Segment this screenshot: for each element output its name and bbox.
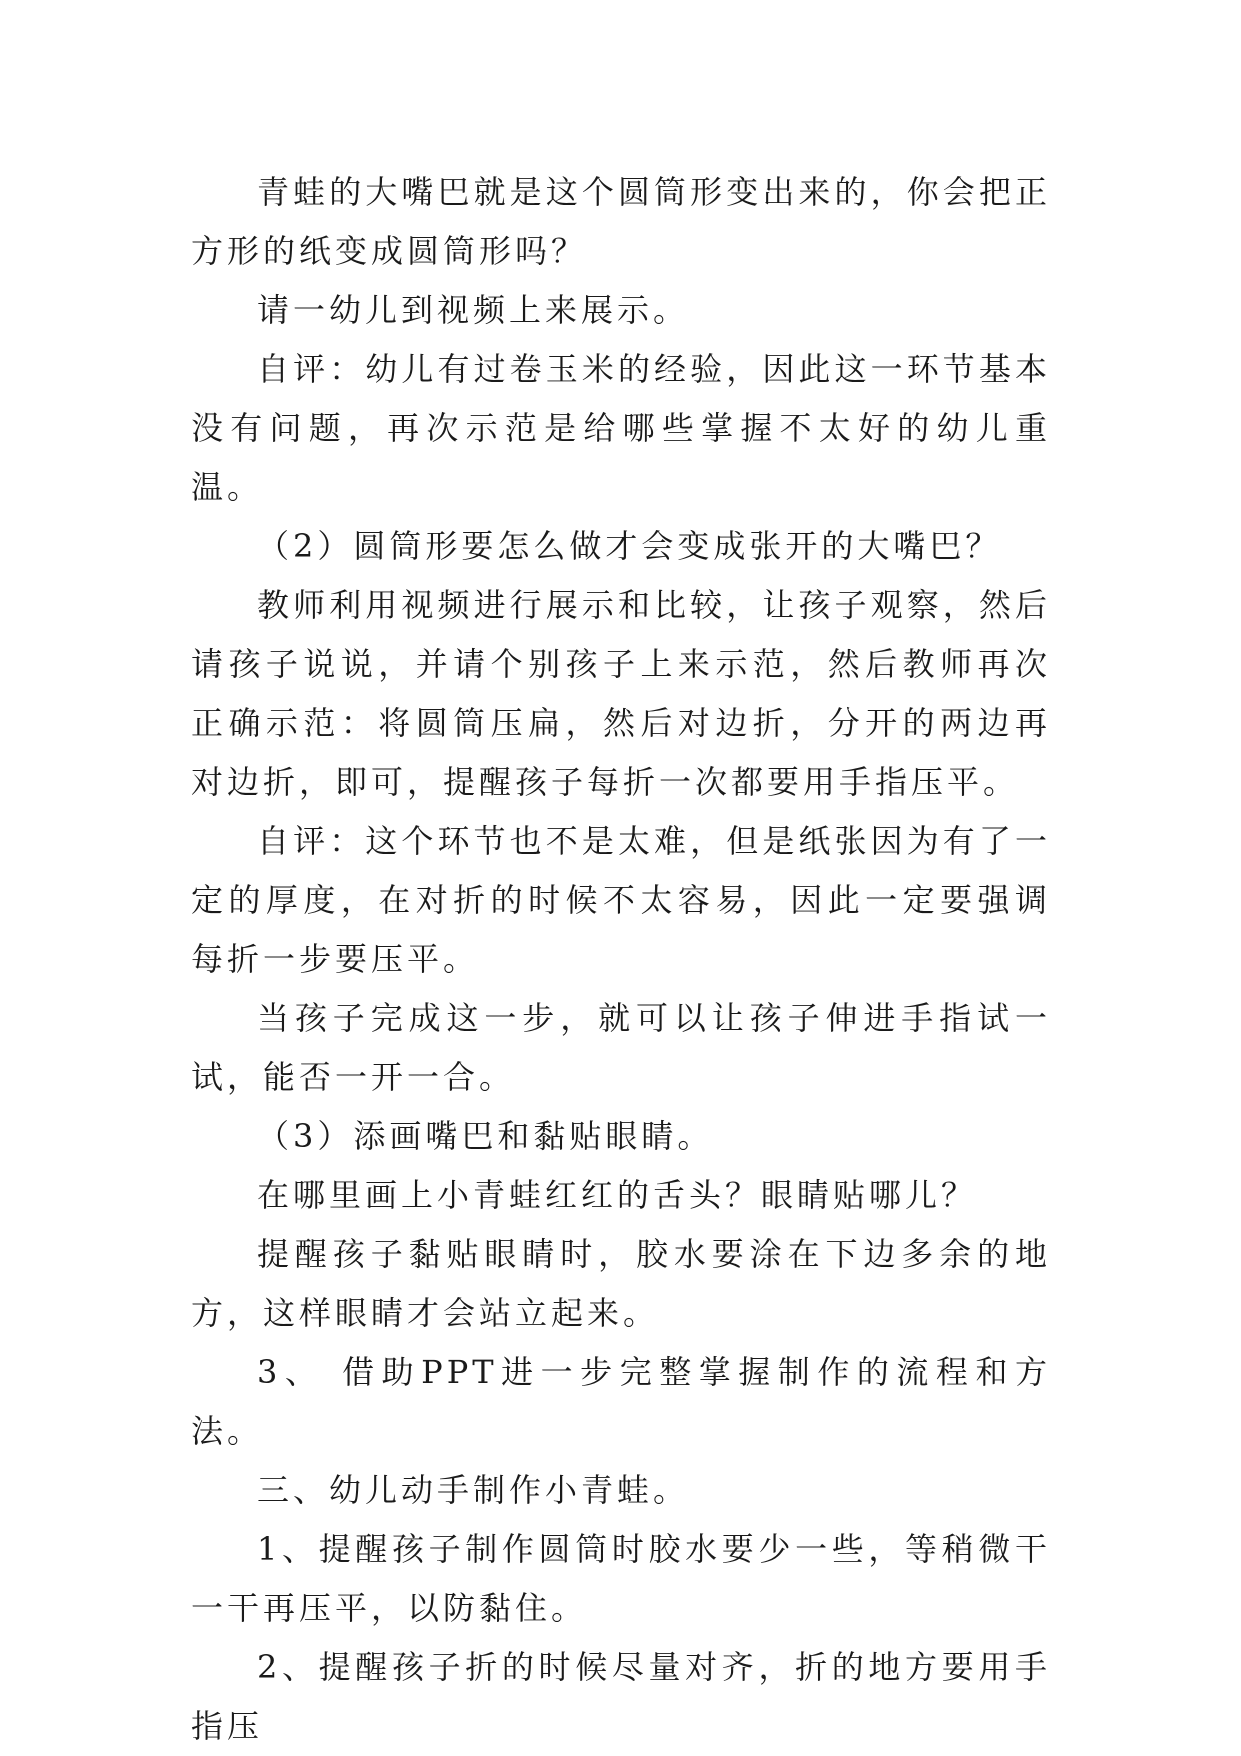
paragraph-8: （3）添画嘴巴和黏贴眼睛。 xyxy=(257,1117,714,1155)
paragraph-14: 2、提醒孩子折的时候尽量对齐，折的地方要用手指压 xyxy=(191,1648,1051,1745)
paragraph-3: 自评：幼儿有过卷玉米的经验，因此这一环节基本没有问题，再次示范是给哪些掌握不太好的幼儿重温。 xyxy=(191,350,1051,506)
paragraph-6: 自评：这个环节也不是太难，但是纸张因为有了一定的厚度，在对折的时候不太容易，因此一定要强调每折一步要压平。 xyxy=(191,822,1051,978)
paragraph-10: 提醒孩子黏贴眼睛时，胶水要涂在下边多余的地方，这样眼睛才会站立起来。 xyxy=(191,1235,1051,1332)
paragraph-11: 3、 借助PPT进一步完整掌握制作的流程和方法。 xyxy=(191,1353,1051,1450)
document-body xyxy=(191,163,1051,1756)
paragraph-9: 在哪里画上小青蛙红红的舌头？眼睛贴哪儿？ xyxy=(257,1176,978,1214)
paragraph-2: 请一幼儿到视频上来展示。 xyxy=(257,291,690,329)
paragraph-12: 三、幼儿动手制作小青蛙。 xyxy=(257,1471,690,1509)
paragraph-1: 青蛙的大嘴巴就是这个圆筒形变出来的，你会把正方形的纸变成圆筒形吗？ xyxy=(191,173,1051,270)
paragraph-7: 当孩子完成这一步，就可以让孩子伸进手指试一试，能否一开一合。 xyxy=(191,999,1051,1096)
paragraph-13: 1、提醒孩子制作圆筒时胶水要少一些，等稍微干一干再压平，以防黏住。 xyxy=(191,1530,1051,1627)
paragraph-4: （2）圆筒形要怎么做才会变成张开的大嘴巴？ xyxy=(257,527,1002,565)
paragraph-5: 教师利用视频进行展示和比较，让孩子观察，然后请孩子说说，并请个别孩子上来示范，然后教师再次正确示范：将圆筒压扁，然后对边折，分开的两边再对边折，即可，提醒孩子每折一次都要用手指压平。 xyxy=(191,586,1051,801)
